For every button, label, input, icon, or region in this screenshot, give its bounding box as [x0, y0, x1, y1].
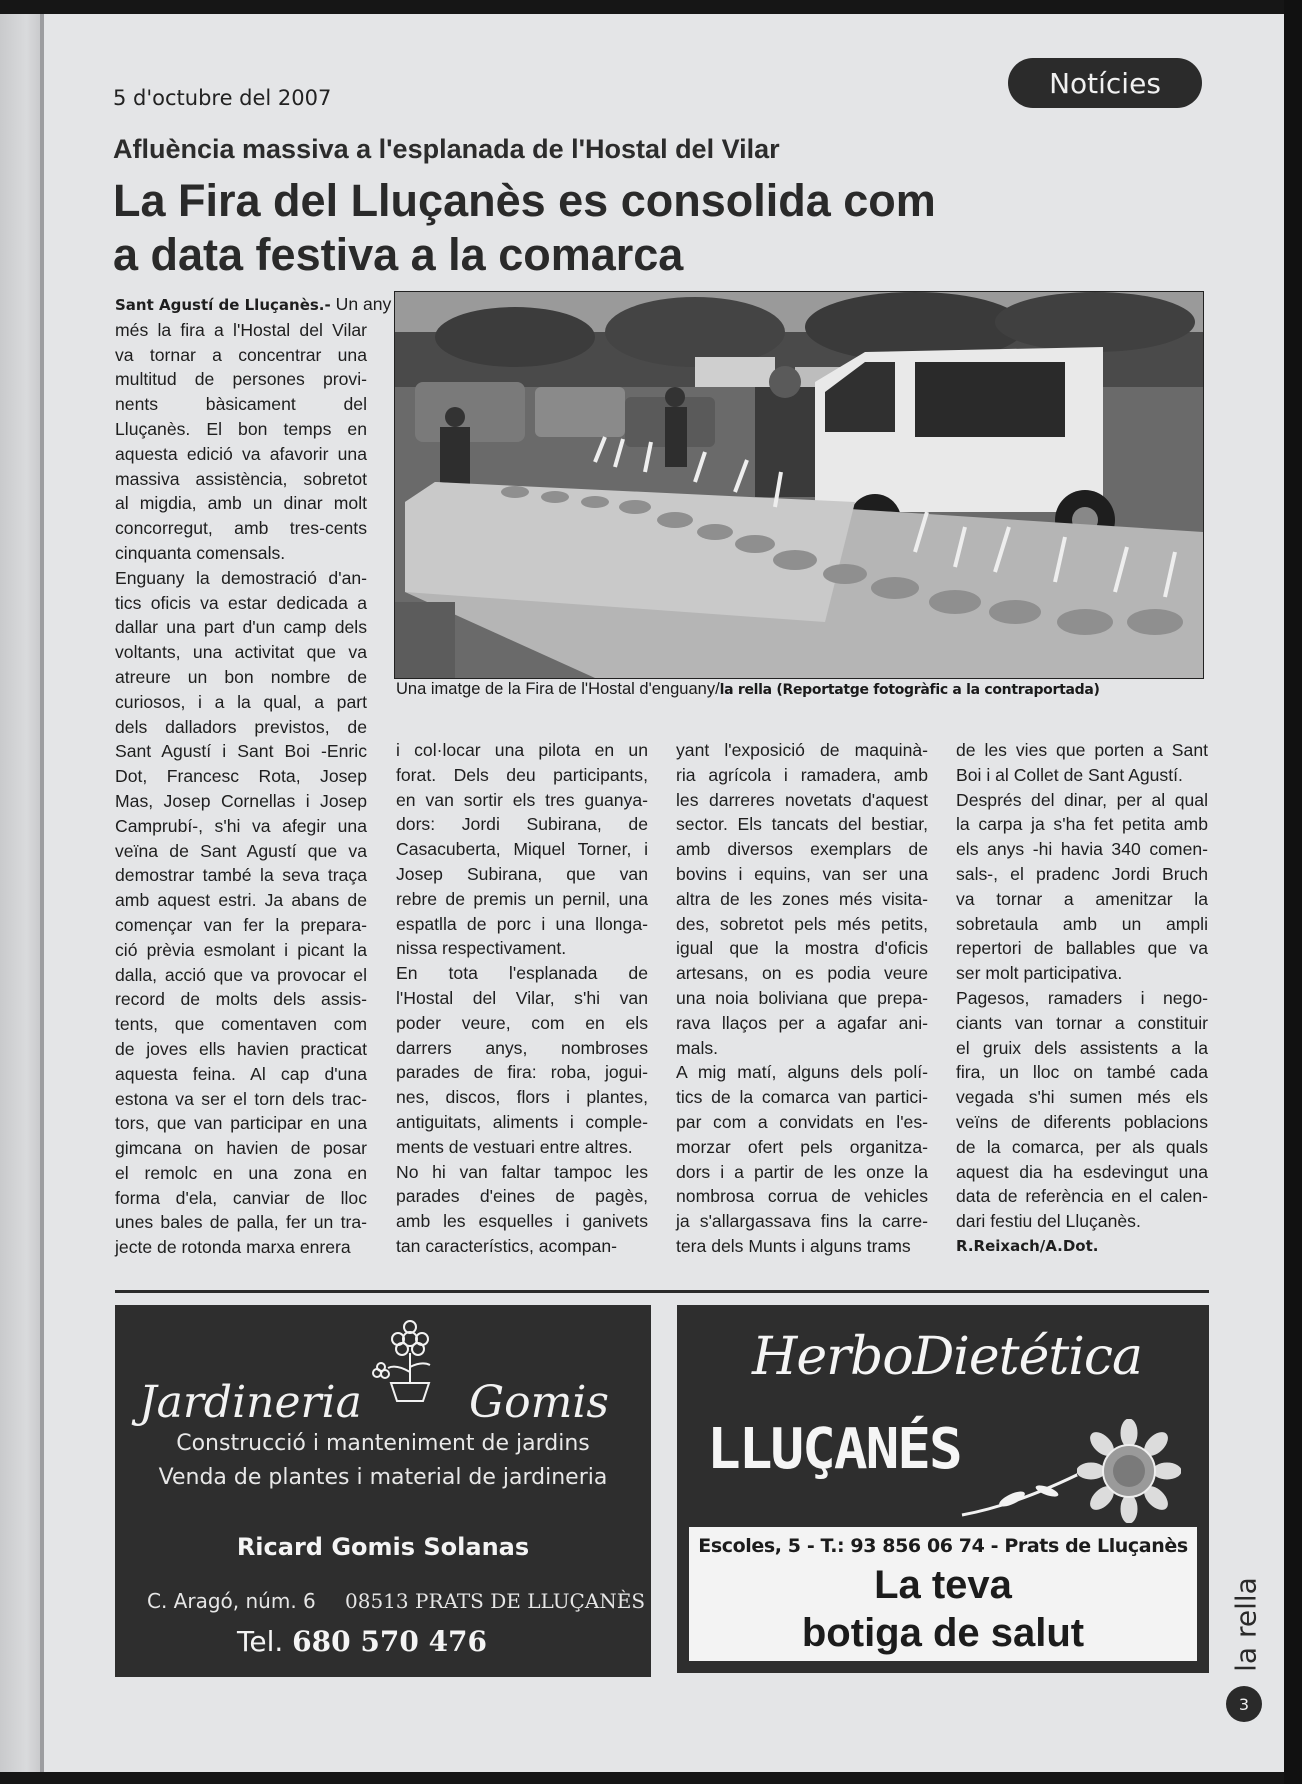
text-line: aquesta feina. Al cap d'una — [115, 1063, 367, 1084]
herbo-slogan-2: botiga de salut — [801, 1611, 1085, 1655]
text-line: repertori de ballables que va — [956, 938, 1208, 959]
text-line: forat. Dels deu participants, — [396, 764, 648, 785]
text-line: amb aquest estri. Ja abans de — [115, 890, 367, 911]
text-line: tors, que van participar en una — [115, 1113, 367, 1134]
text-line: amb diversos exemplars de — [676, 839, 928, 860]
scan-edge — [1284, 0, 1302, 1784]
text-line: ja s'allargassava fins la carre- — [676, 1211, 928, 1232]
text-line: veïns de diferents poblacions — [956, 1111, 1208, 1132]
fair-photo — [394, 291, 1204, 679]
text-line: poder veure, com en els — [396, 1012, 648, 1033]
text-line: dari festiu del Lluçanès. — [956, 1211, 1141, 1232]
text-line: cinquanta comensals. — [115, 542, 286, 563]
text-line: començar van fer la prepara- — [115, 914, 367, 935]
text-line: dors i a partir de les onze la — [676, 1161, 928, 1182]
text-line: dors: Jordi Subirana, de — [396, 814, 648, 835]
text-line: amb les esquelles i ganivets — [396, 1211, 648, 1232]
text-line: nes, discos, flors i plantes, — [396, 1087, 648, 1108]
article-kicker: Afluència massiva a l'esplanada de l'Hostal del Vilar — [113, 134, 780, 164]
text-line: multitud de persones provi- — [115, 369, 367, 390]
text-line: el gruix dels assistents a la — [956, 1037, 1208, 1058]
text-line: parades de fira: roba, jogui- — [396, 1062, 648, 1083]
text-line: una noia boliviana que prepa- — [676, 987, 928, 1008]
herbo-name-1: HerboDietética — [752, 1327, 1142, 1387]
text-line: Boi i al Collet de Sant Agustí. — [956, 764, 1183, 785]
text-line: nissa respectivament. — [396, 938, 567, 959]
text-line: Lluçanès. El bon temps en — [115, 418, 367, 439]
text-line: altra de les zones més visita- — [676, 888, 928, 909]
text-line: parades d'eines de pagès, — [396, 1186, 648, 1207]
gomis-name-2: Gomis — [469, 1377, 610, 1428]
section-tab: Notícies — [1008, 58, 1202, 108]
text-line — [115, 292, 392, 318]
herbo-name-2: LLUÇANÉS — [707, 1417, 961, 1482]
text-line: tera dels Munts i alguns trams — [676, 1235, 911, 1256]
page-fold — [40, 14, 44, 1772]
text-line: dallar una part d'un camp dels — [115, 617, 367, 638]
gomis-service-2: Venda de plantes i material de jardineria — [158, 1465, 608, 1490]
text-line: l'Hostal del Vilar, s'hi van — [396, 987, 648, 1008]
lead-in: Sant Agustí de Lluçanès.- — [115, 296, 331, 314]
text-line: igual que la mostra d'oficis — [676, 938, 928, 959]
text-line: mals. — [676, 1037, 719, 1058]
fair-photo-illustration — [395, 292, 1203, 678]
text-line: A mig matí, alguns dels polí- — [676, 1062, 928, 1083]
text-line: nombrosa corrua de vehicles — [676, 1186, 928, 1207]
page-number: 3 — [1226, 1686, 1262, 1722]
sunflower-icon — [1077, 1419, 1181, 1523]
gomis-phone — [237, 1625, 487, 1658]
herbo-slogan-1: La teva — [874, 1563, 1012, 1607]
text-line: ser molt participativa. — [956, 963, 1123, 984]
text-line: al migdia, amb un dinar molt — [115, 493, 367, 514]
text-line: va tornar a concentrar una — [115, 344, 367, 365]
text-line: par com a convidats en l'es- — [676, 1111, 928, 1132]
section-divider — [115, 1290, 1209, 1293]
ad-herbodietetica — [677, 1305, 1209, 1673]
text-line: de joves ells havien practicat — [115, 1038, 367, 1059]
gomis-street: C. Aragó, núm. 6 — [147, 1589, 316, 1613]
text-line: bovins i equins, van ser una — [676, 863, 928, 884]
text-line: concorregut, amb tres-cents — [115, 518, 367, 539]
text-line: la carpa ja s'ha fet petita amb — [956, 814, 1208, 835]
text-line: de la comarca, per als quals — [956, 1136, 1208, 1157]
text-line: va tornar a amenitzar la — [956, 888, 1208, 909]
text-line: Sant Agustí i Sant Boi -Enric — [115, 741, 367, 762]
text-line: ciants van tornar a constituir — [956, 1012, 1208, 1033]
text-line: data de referència en el calen- — [956, 1186, 1208, 1207]
gomis-owner: Ricard Gomis Solanas — [236, 1533, 530, 1561]
text-line: tics oficis va estar dedicada a — [115, 592, 367, 613]
masthead-text: la rella — [1229, 1577, 1263, 1672]
text-line: rebre de premis un pernil, una — [396, 888, 648, 909]
text-line: espatlla de porc i una llonga- — [396, 913, 648, 934]
text-line: dalla, acció que va provocar el — [115, 964, 367, 985]
text-line: sobretaula amb un ampli — [956, 913, 1208, 934]
text-line: els anys -hi havia 340 comen- — [956, 839, 1208, 860]
text-line: morzar ofert pels organitza- — [676, 1136, 928, 1157]
text-line: Casacuberta, Miquel Torner, i — [396, 839, 648, 860]
issue-date: 5 d'octubre del 2007 — [113, 86, 332, 110]
text-line: curiosos, i a la qual, a part — [115, 691, 367, 712]
flower-pot-icon — [365, 1317, 455, 1407]
text-line: forma d'ela, canviar de lloc — [115, 1187, 367, 1208]
text-line: atreure un bon nombre de — [115, 666, 367, 687]
text-line: No hi van faltar tampoc les — [396, 1161, 648, 1182]
text-line: en van sortir els tres guanya- — [396, 789, 648, 810]
text-line: massiva assistència, sobretot — [115, 468, 367, 489]
herbo-contact: Escoles, 5 - T.: 93 856 06 74 - Prats de Lluçanès — [698, 1535, 1188, 1557]
text-line: estona va ser el torn dels trac- — [115, 1088, 367, 1109]
text-line: veïna de Sant Agustí que va — [115, 840, 367, 861]
text-line: aquesta edició va afavorir una — [115, 443, 367, 464]
text-line: sector. Els tancats del bestiar, — [676, 814, 928, 835]
headline-line-1: La Fira del Lluçanès es consolida com — [113, 175, 936, 226]
text-line: dels dalladors previstos, de — [115, 716, 367, 737]
text-line: i col·locar una pilota en un — [396, 740, 648, 760]
text-line: tan característics, acompan- — [396, 1235, 617, 1256]
article-signature: R.Reixach/A.Dot. — [956, 1236, 1099, 1255]
text-line: Pagesos, ramaders i nego- — [956, 987, 1208, 1008]
gomis-name-1: Jardineria — [139, 1377, 362, 1428]
text-line: En tota l'esplanada de — [396, 963, 648, 984]
text-line: record de molts dels assis- — [115, 989, 367, 1010]
text-line: tics de la comarca van partici- — [676, 1087, 928, 1108]
herbo-info-panel — [689, 1527, 1197, 1661]
lead-text: Un any — [330, 294, 392, 314]
article-column-3 — [676, 738, 928, 1259]
text-line: tents, que comentaven com — [115, 1014, 367, 1035]
caption-text: Una imatge de la Fira de l'Hostal d'enguany/ — [396, 680, 720, 698]
gomis-tel-number: 680 570 476 — [292, 1625, 488, 1658]
text-line: més la fira a l'Hostal del Vilar — [115, 319, 367, 340]
text-line: ments de vestuari entre altres. — [396, 1136, 633, 1157]
text-line: les darreres novetats d'aquest — [676, 789, 928, 810]
caption-credit: la rella (Reportatge fotogràfic a la contraportada) — [719, 682, 1100, 698]
text-line: ció prèvia esmolant i picant la — [115, 939, 367, 960]
text-line: Enguany la demostració d'an- — [115, 567, 367, 588]
text-line: Josep Subirana, que van — [396, 863, 648, 884]
text-line: jecte de rotonda marxa enrera — [115, 1237, 351, 1258]
gomis-service-1: Construcció i manteniment de jardins — [176, 1431, 590, 1456]
headline-line-2: a data festiva a la comarca — [113, 229, 684, 280]
text-line: aquest dia ha esdevingut una — [956, 1161, 1208, 1182]
text-line: gimcana on havien de posar — [115, 1138, 367, 1159]
branch-icon — [957, 1455, 1097, 1525]
ad-jardineria-gomis — [115, 1305, 651, 1677]
text-line: artesans, on es podia veure — [676, 963, 928, 984]
gomis-tel-label: Tel. — [237, 1625, 284, 1658]
article-column-2 — [396, 738, 648, 1259]
gomis-city: 08513 PRATS DE LLUÇANÈS — [345, 1589, 646, 1613]
text-line: darrers anys, nombroses — [396, 1037, 648, 1058]
text-line: fira, un lloc on també cada — [956, 1062, 1208, 1083]
text-line: Després del dinar, per al qual — [956, 789, 1208, 810]
text-line: vegada s'hi sumen més els — [956, 1087, 1208, 1108]
text-line: Dot, Francesc Rota, Josep — [115, 766, 367, 787]
text-line: des, sobretot pels més petits, — [676, 913, 928, 934]
text-line: demostrar també la seva traça — [115, 865, 367, 886]
text-line: Camprubí-, s'hi va afegir una — [115, 815, 367, 836]
text-line: yant l'exposició de maquinà- — [676, 740, 928, 760]
text-line: el remolc en una zona en — [115, 1162, 367, 1183]
text-line: ria agrícola i ramadera, amb — [676, 764, 928, 785]
text-line: nents bàsicament del — [115, 394, 367, 415]
article-headline — [113, 174, 1013, 282]
article-column-4 — [956, 738, 1208, 1259]
text-line: voltants, una activitat que va — [115, 642, 367, 663]
text-line: antiguitats, aliments i comple- — [396, 1111, 648, 1132]
text-line: sals-, el pradenc Jordi Bruch — [956, 863, 1208, 884]
page-gutter — [0, 14, 44, 1772]
text-line: de les vies que porten a Sant — [956, 740, 1208, 760]
photo-caption — [396, 680, 1216, 699]
article-column-1 — [115, 292, 392, 1260]
masthead-vertical — [1222, 1568, 1266, 1678]
text-line: unes bales de palla, fer un tra- — [115, 1212, 367, 1233]
text-line: Mas, Josep Cornellas i Josep — [115, 790, 367, 811]
text-line: rava llaços per a agafar ani- — [676, 1012, 928, 1033]
